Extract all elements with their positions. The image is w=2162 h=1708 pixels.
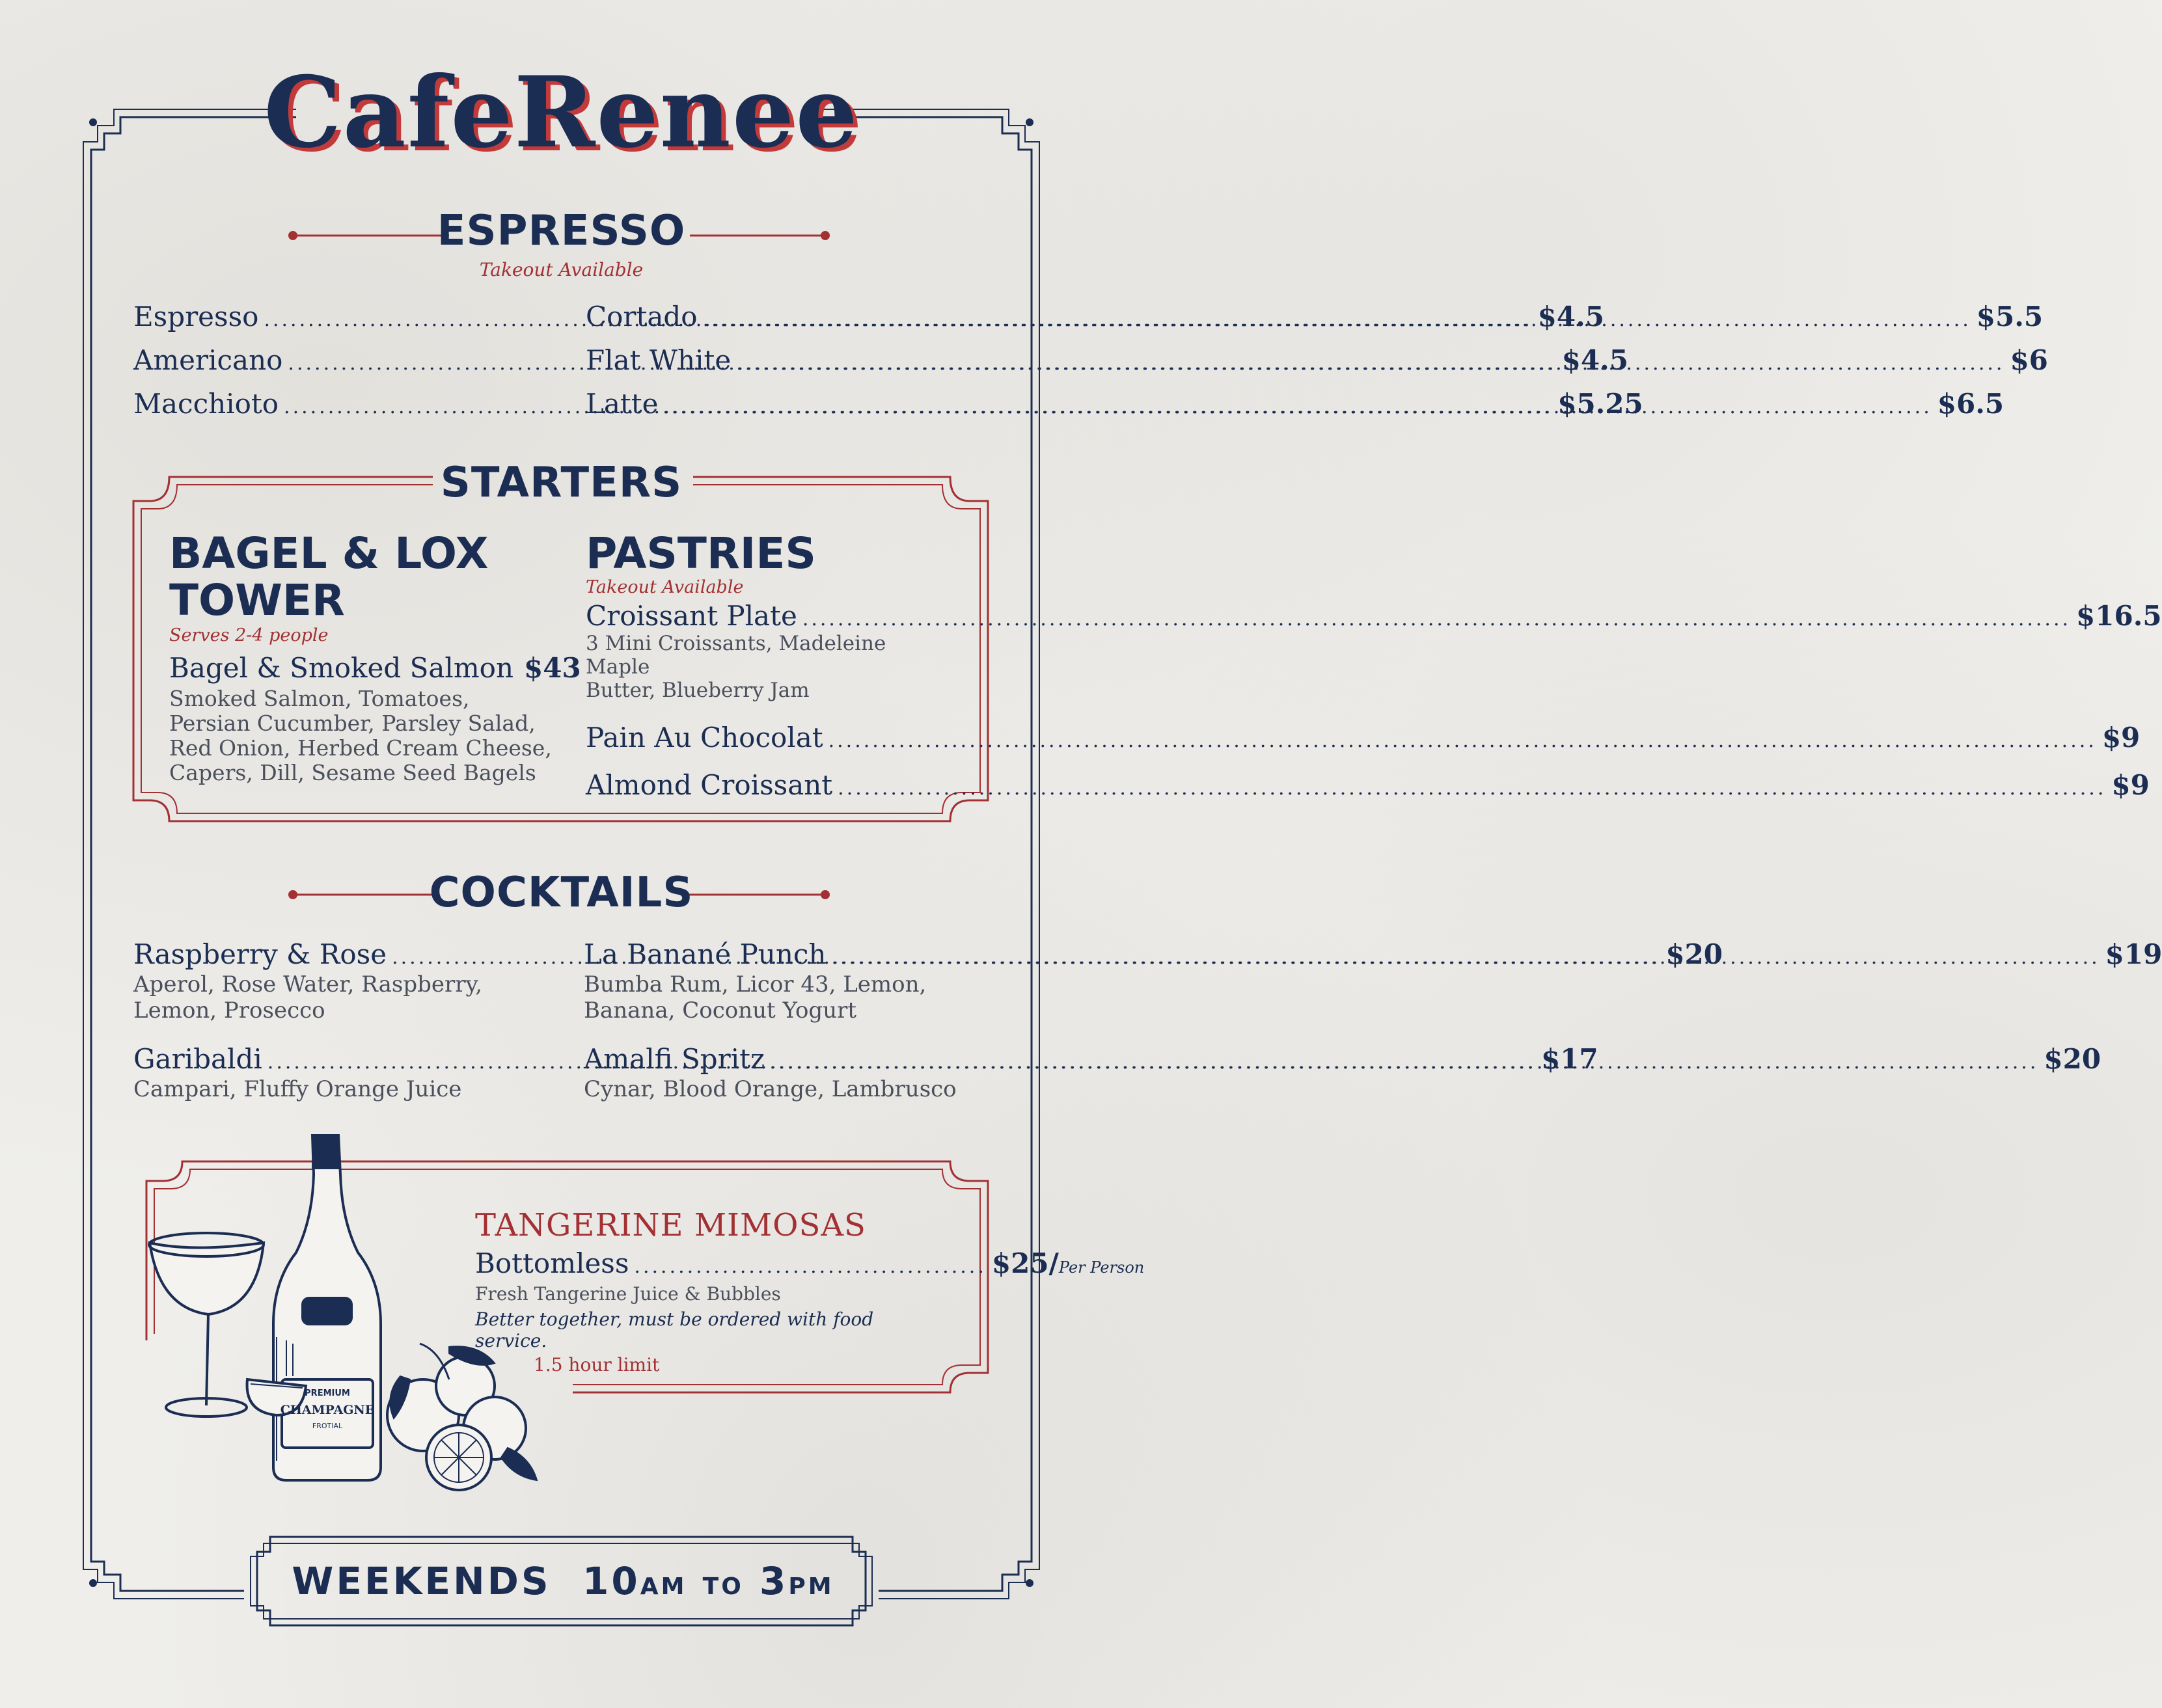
bottle-label-top: PREMIUM [305, 1389, 350, 1398]
menu-item: Cortado ..... $5.5 [586, 301, 989, 344]
menu-item: Americano ..... $4.5 [133, 344, 537, 388]
pastries-takeout-note: Takeout Available [586, 577, 744, 597]
menu-item: Pain Au Chocolat ..... $9 [586, 722, 953, 753]
menu-item: Flat White ..... $6 [586, 344, 989, 388]
bagel-section [169, 528, 581, 785]
dot-leader: ........................................ [634, 1255, 987, 1278]
cafe-logo: CafeRenee [264, 55, 859, 170]
cocktail-item: Garibaldi ..... $17 Campari, Fluffy Orange Juice [133, 1043, 540, 1102]
menu-item: Croissant Plate ..... $16.5 [586, 600, 953, 632]
mimosa-line1: Fresh Tangerine Juice & Bubbles [475, 1283, 781, 1305]
espresso-takeout-note: Takeout Available [479, 259, 644, 280]
pastries-heading: PASTRIES [586, 528, 816, 578]
menu-item: Macchioto ..... $5.25 [133, 388, 537, 431]
espresso-title: ESPRESSO [437, 207, 686, 255]
menu-item: Espresso ..... $4.5 [133, 301, 537, 344]
bottle-neck-label: CHAMPAGNE [327, 1186, 339, 1256]
cocktail-item: La Banané Punch ..... $19 Bumba Rum, Licor 43, Lemon, Banana, Coconut Yogurt [584, 938, 989, 1023]
croissant-desc: 3 Mini Croissants, Madeleine Maple Butter, Blueberry Jam [586, 632, 886, 702]
pastries-section [586, 528, 2162, 801]
bottle-label-sub: FROTIAL [312, 1422, 343, 1430]
bagel-heading-line1: BAGEL & LOX [169, 528, 489, 578]
mimosa-item: Bottomless [475, 1247, 629, 1279]
mimosa-line3: 1.5 hour limit [534, 1354, 660, 1376]
serves-note: Serves 2-4 people [169, 625, 329, 645]
cocktails-title: COCKTAILS [429, 869, 694, 917]
hours-banner: WEEKENDS 10AM TO 3PM [292, 1559, 834, 1603]
menu-item: Almond Croissant ..... $9 [586, 769, 953, 801]
mimosa-price: $25/ [991, 1247, 1059, 1279]
cocktail-item: Raspberry & Rose ..... $20 Aperol, Rose Water, Raspberry, Lemon, Prosecco [133, 938, 540, 1023]
bagel-desc: Smoked Salmon, Tomatoes, Persian Cucumber, Parsley Salad, Red Onion, Herbed Cream Cheese, Capers, Dill, Sesame Seed Bagels [169, 686, 552, 785]
cocktail-item: Amalfi Spritz ..... $20 Cynar, Blood Orange, Lambrusco [584, 1043, 989, 1102]
mimosa-line2: Better together, must be ordered with food service. [475, 1308, 874, 1351]
per-person: Per Person [1058, 1258, 1145, 1277]
bottle-label-main: CHAMPAGNE [280, 1403, 375, 1417]
starters-title: STARTERS [440, 459, 683, 507]
menu-item: Latte ..... $6.5 [586, 388, 989, 431]
bagel-heading-line2: TOWER [169, 575, 345, 625]
mimosa-section [475, 1207, 1145, 1376]
mimosa-title: TANGERINE MIMOSAS [475, 1207, 866, 1243]
menu-item: Bagel & Smoked Salmon $43 [169, 652, 581, 684]
